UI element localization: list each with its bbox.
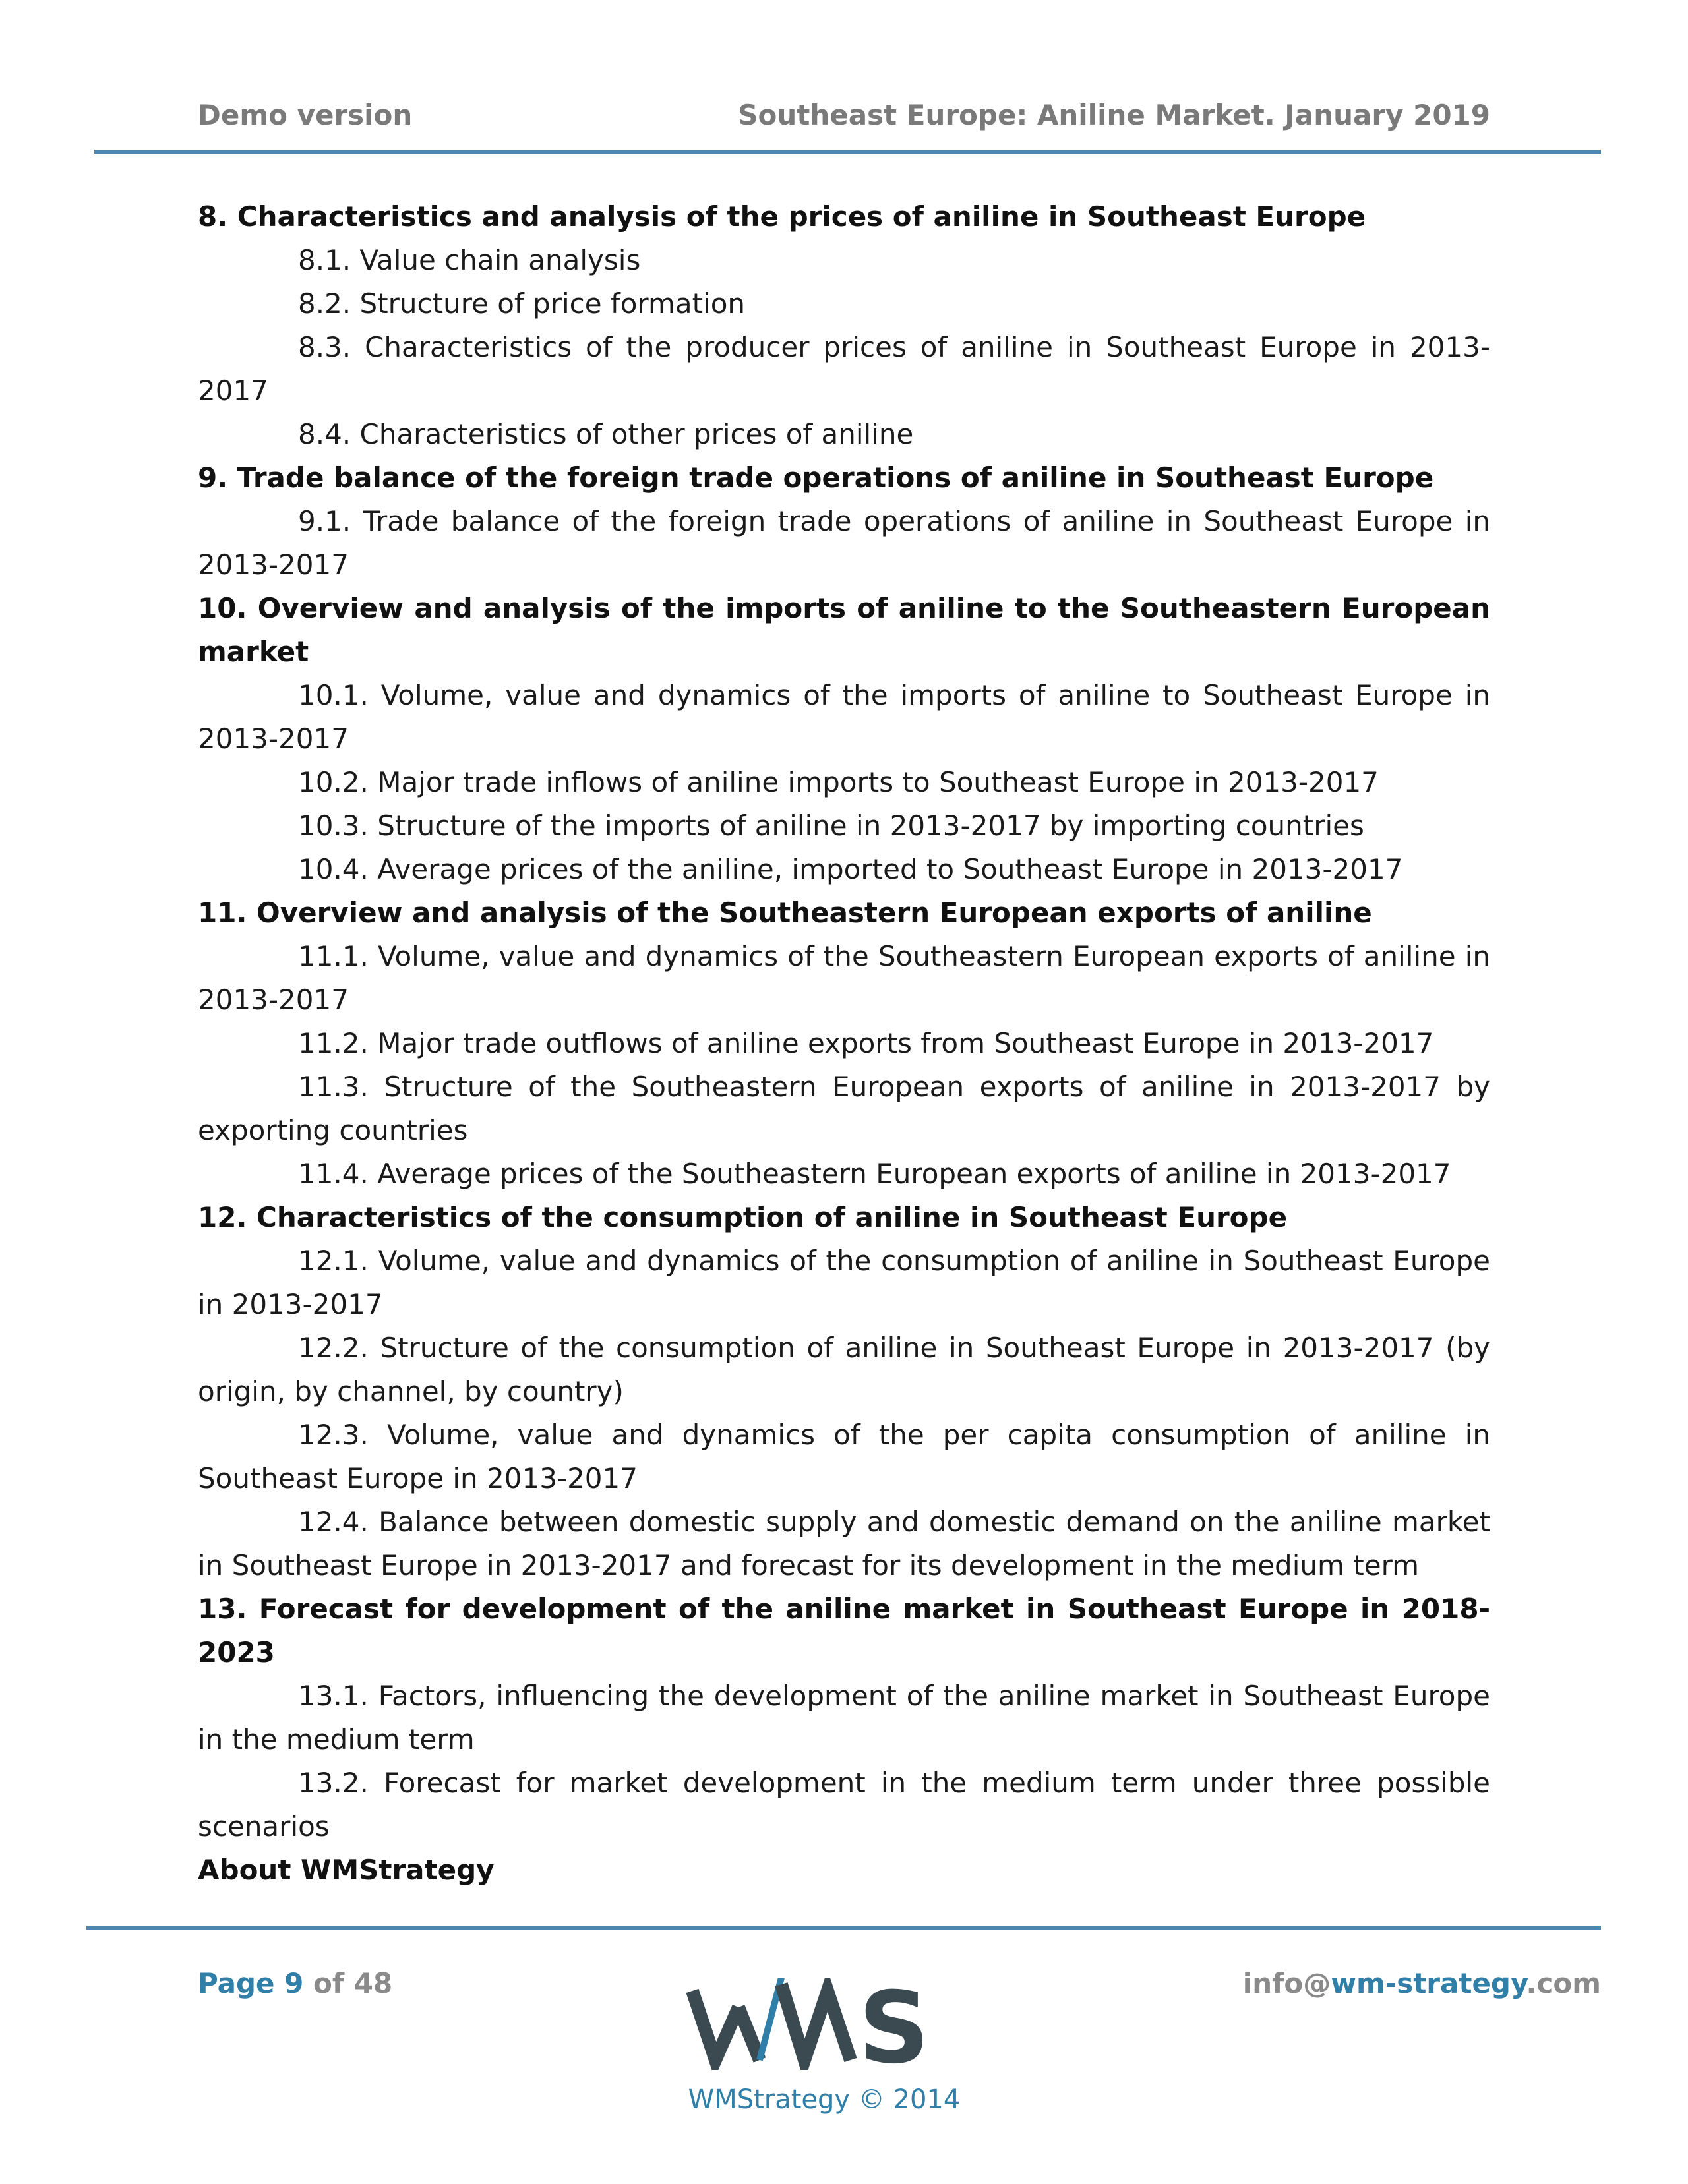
footer-divider [86, 1926, 1601, 1930]
toc-subsection-item: 12.1. Volume, value and dynamics of the consumption of aniline in Southeast Europe in 2013-2017 [198, 1245, 1490, 1320]
toc-section-heading: 13. Forecast for development of the aniline market in Southeast Europe in 2018-2023 [198, 1593, 1490, 1668]
page-header [198, 99, 1490, 138]
page-counter [198, 1967, 392, 1999]
toc-subsection-item: 11.3. Structure of the Southeastern European exports of aniline in 2013-2017 by exporting countries [198, 1071, 1490, 1146]
toc-subsection-item: 11.1. Volume, value and dynamics of the Southeastern European exports of aniline in 2013-2017 [198, 940, 1490, 1016]
toc-subsection-item: 8.2. Structure of price formation [298, 287, 746, 320]
toc-subsection-item: 8.1. Value chain analysis [298, 244, 641, 276]
toc-subsection-item: 13.2. Forecast for market development in the medium term under three possible scenarios [198, 1767, 1490, 1843]
toc-subsection-item: 12.4. Balance between domestic supply and domestic demand on the aniline market in Southeast Europe in 2013-2017 and forecast for its development in the medium term [198, 1506, 1490, 1581]
toc-subsection-item: 9.1. Trade balance of the foreign trade operations of aniline in Southeast Europe in 2013-2017 [198, 505, 1490, 581]
toc-subsection-item: 10.3. Structure of the imports of aniline in 2013-2017 by importing countries [298, 810, 1364, 842]
table-of-contents [198, 195, 1490, 1892]
email-domain: wm-strategy [1331, 1967, 1526, 1999]
toc-subsection-item: 13.1. Factors, influencing the development of the aniline market in Southeast Europe in the medium term [198, 1680, 1490, 1756]
toc-section-heading: About WMStrategy [198, 1854, 495, 1886]
toc-subsection-item: 10.4. Average prices of the aniline, imported to Southeast Europe in 2013-2017 [298, 853, 1403, 885]
page-label: Page [198, 1967, 285, 1999]
header-demo-label: Demo version [198, 99, 413, 131]
contact-email [1243, 1967, 1601, 1999]
wms-logo [686, 1978, 963, 2070]
svg-text:S: S [859, 1978, 930, 2070]
toc-section-heading: 12. Characteristics of the consumption of aniline in Southeast Europe [198, 1201, 1288, 1233]
toc-subsection-item: 11.2. Major trade outflows of aniline exports from Southeast Europe in 2013-2017 [298, 1027, 1434, 1059]
toc-section-heading: 9. Trade balance of the foreign trade operations of aniline in Southeast Europe [198, 461, 1434, 494]
toc-subsection-item: 11.4. Average prices of the Southeastern European exports of aniline in 2013-2017 [298, 1158, 1451, 1190]
toc-subsection-item: 12.2. Structure of the consumption of aniline in Southeast Europe in 2013-2017 (by origin, by channel, by country) [198, 1332, 1490, 1407]
toc-section-heading: 8. Characteristics and analysis of the prices of aniline in Southeast Europe [198, 200, 1366, 233]
email-prefix: info@ [1242, 1967, 1331, 1999]
toc-subsection-item: 10.1. Volume, value and dynamics of the imports of aniline to Southeast Europe in 2013-2017 [198, 679, 1490, 755]
toc-subsection-item: 10.2. Major trade inflows of aniline imports to Southeast Europe in 2013-2017 [298, 766, 1379, 798]
page-total: of 48 [303, 1967, 393, 1999]
copyright-notice: WMStrategy © 2014 [688, 2084, 961, 2115]
email-suffix: .com [1526, 1967, 1601, 1999]
toc-section-heading: 11. Overview and analysis of the Southeastern European exports of aniline [198, 897, 1372, 929]
toc-subsection-item: 8.3. Characteristics of the producer prices of aniline in Southeast Europe in 2013-2017 [198, 331, 1490, 407]
page-number: 9 [284, 1967, 304, 1999]
header-divider [94, 150, 1601, 154]
toc-section-heading: 10. Overview and analysis of the imports of aniline to the Southeastern European market [198, 592, 1490, 668]
toc-subsection-item: 8.4. Characteristics of other prices of aniline [298, 418, 914, 450]
toc-subsection-item: 12.3. Volume, value and dynamics of the per capita consumption of aniline in Southeast Europe in 2013-2017 [198, 1419, 1490, 1494]
header-report-title: Southeast Europe: Aniline Market. January 2019 [738, 99, 1490, 131]
